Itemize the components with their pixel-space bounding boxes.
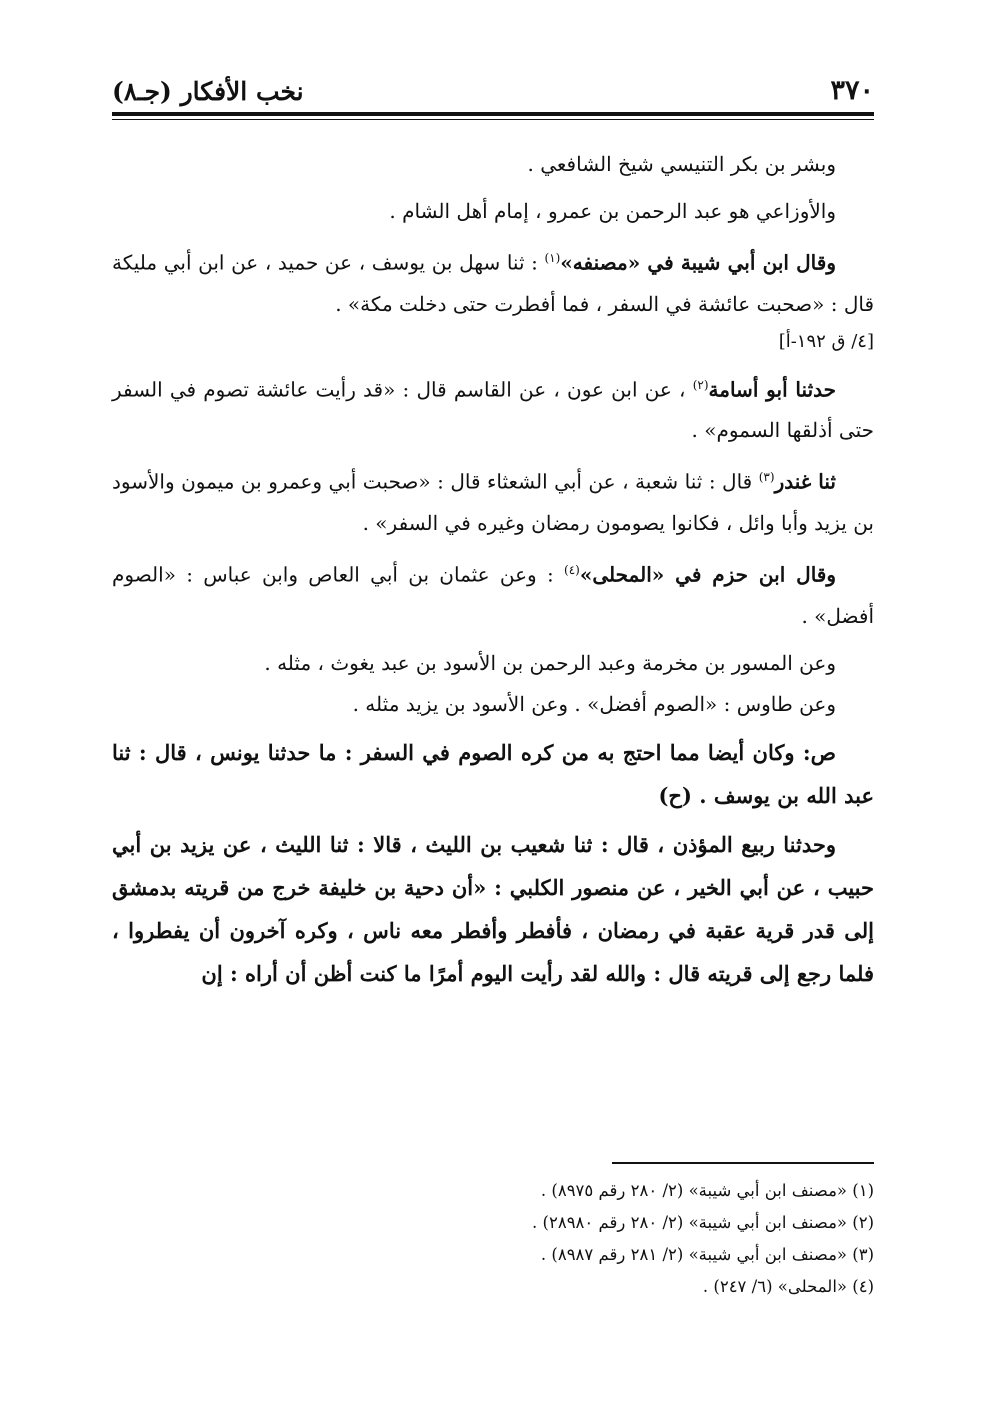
page-number: ٣٧٠ — [830, 75, 874, 106]
page-header — [112, 66, 874, 106]
paragraph-10: وحدثنا ربيع المؤذن ، قال : ثنا شعيب بن الليث ، قالا : ثنا الليث ، عن يزيد بن أبي حبيب ، عن أبي الخير ، عن منصور الكلبي : «أن دحية بن خليفة خرج من قريته بدمشق إلى قدر قرية عقبة في رمضان ، فأفطر وأفطر معه ناس ، وكره آخرون أن يفطروا ، فلما رجع إلى قريته قال : والله لقد رأيت اليوم أمرًا ما كنت أظن أن أراه : إن — [112, 831, 874, 986]
paragraph-4-text: ، عن ابن عون ، عن القاسم قال : «قد رأيت عائشة تصوم في السفر حتى أذلقها السموم» . — [112, 377, 874, 443]
paragraph-3 — [112, 238, 874, 325]
paragraph-5-lead: ثنا غندر — [774, 469, 836, 494]
paragraph-9: ص: وكان أيضا مما احتج به من كره الصوم في السفر : ما حدثنا يونس ، قال : ثنا عبد الله بن يوسف . (ح) — [112, 739, 874, 808]
footnote-marker-2: (٢) — [692, 377, 709, 392]
footnote-4: (٤) «المحلى» (٦/ ٢٤٧) . — [702, 1277, 874, 1296]
paragraph-5 — [112, 457, 874, 544]
paragraph-3-text: : ثنا سهل بن يوسف ، عن حميد ، عن ابن أبي مليكة قال : «صحبت عائشة في السفر ، فما أفطرت حتى دخلت مكة» . — [112, 250, 874, 316]
footnote-marker-1: (١) — [544, 251, 561, 265]
paragraph-1: وبشر بن بكر التنيسي شيخ الشافعي . — [527, 152, 836, 176]
footnotes — [112, 1175, 874, 1303]
paragraph-6-lead: وقال ابن حزم في «المحلى» — [579, 562, 837, 587]
paragraph-4-lead: حدثنا أبو أسامة — [708, 377, 836, 402]
paragraph-5-text: قال : ثنا شعبة ، عن أبي الشعثاء قال : «صحبت أبي وعمرو بن ميمون والأسود بن يزيد وأبا وائل ، فكانوا يصومون رمضان وغيره في السفر» . — [112, 469, 874, 535]
header-rule-thick — [112, 112, 874, 116]
paragraph-2: والأوزاعي هو عبد الرحمن بن عمرو ، إمام أهل الشام . — [389, 199, 836, 223]
running-title: نخب الأفكار (جـ٨) — [112, 77, 304, 106]
paragraph-3-lead: وقال ابن أبي شيبة في «مصنفه» — [560, 250, 836, 275]
footnote-separator — [612, 1162, 874, 1164]
footnote-2: (٢) «مصنف ابن أبي شيبة» (٢/ ٢٨٠ رقم ٢٨٩٨٠) . — [532, 1213, 874, 1232]
header-rule-thin — [112, 119, 874, 120]
paragraph-7: وعن المسور بن مخرمة وعبد الرحمن بن الأسود بن عبد يغوث ، مثله . — [264, 650, 836, 675]
footnote-3: (٣) «مصنف ابن أبي شيبة» (٢/ ٢٨١ رقم ٨٩٨٧) . — [540, 1245, 874, 1264]
paragraph-6 — [112, 550, 874, 637]
main-text — [112, 132, 874, 995]
footnote-marker-4: (٤) — [564, 562, 580, 577]
manuscript-reference: [٤/ ق ١٩٢-أ] — [778, 330, 874, 352]
paragraph-4 — [112, 365, 874, 452]
footnote-marker-3: (٣) — [758, 470, 775, 485]
footnote-1: (١) «مصنف ابن أبي شيبة» (٢/ ٢٨٠ رقم ٨٩٧٥) . — [540, 1181, 874, 1200]
paragraph-6-text: : وعن عثمان بن أبي العاص وابن عباس : «الصوم أفضل» . — [112, 562, 874, 628]
paragraph-8: وعن طاوس : «الصوم أفضل» . وعن الأسود بن يزيد مثله . — [352, 691, 836, 716]
